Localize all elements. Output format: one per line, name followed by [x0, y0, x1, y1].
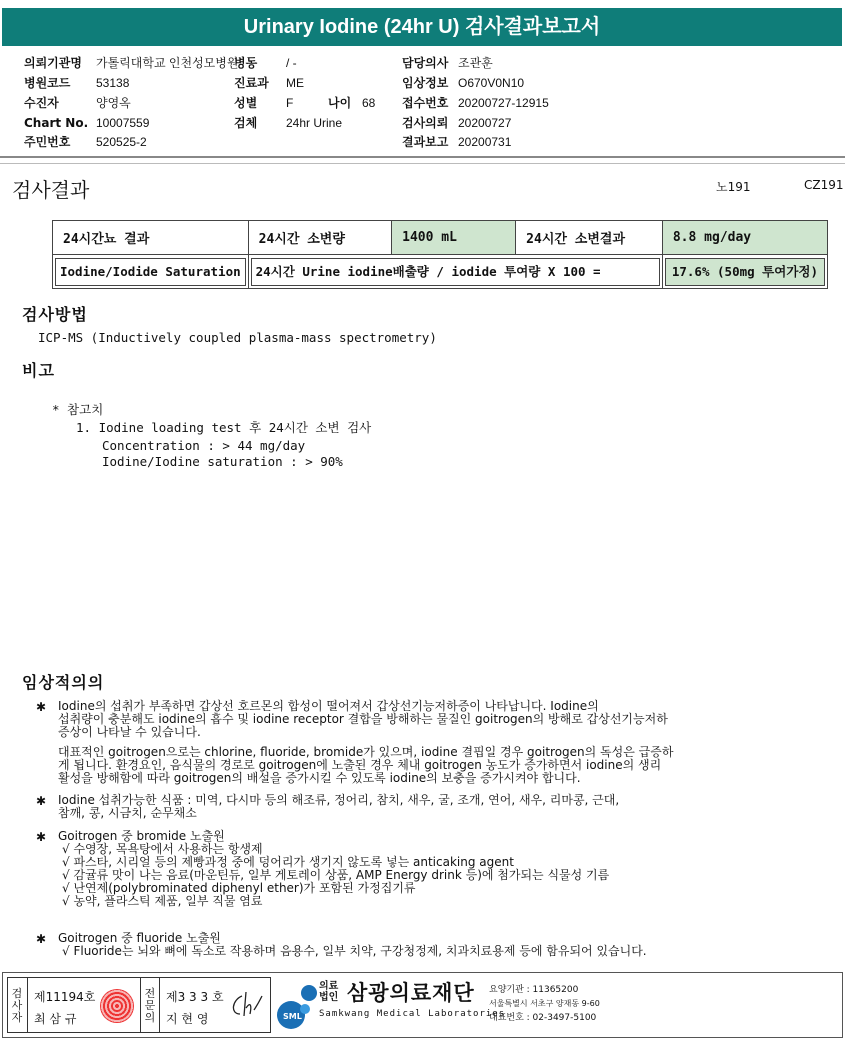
- text-line: √ 감귤류 맛이 나는 음료(마운틴듀, 일부 게토레이 상품, AMP Energy drink 등)에 첨가되는 식물성 기름: [62, 868, 610, 882]
- method-text: ICP-MS (Inductively coupled plasma-mass spectrometry): [38, 330, 437, 345]
- code-2: CZ191: [804, 178, 844, 192]
- formula: 24시간 Urine iodine배출량 / iodide 투여량 X 100 =: [251, 258, 660, 286]
- report-title: Urinary Iodine (24hr U) 검사결과보고서: [2, 8, 842, 46]
- sex: F: [286, 96, 294, 110]
- text-line: Iodine의 섭취가 부족하면 갑상선 호르몬의 합성이 떨어져서 갑상선기능저하증이 나타납니다. Iodine의: [58, 699, 599, 713]
- text-line: 대표번호 : 02-3497-5100: [489, 1013, 597, 1023]
- remarks-title: 비고: [22, 361, 55, 380]
- label-column: [8, 978, 28, 1032]
- paragraph: [58, 746, 673, 785]
- label: 접수번호: [402, 96, 449, 110]
- org-prefix: [319, 981, 338, 1003]
- label-column: [140, 978, 160, 1032]
- bullet-icon: ✱: [36, 830, 47, 844]
- request-date: 20200727: [458, 116, 512, 130]
- text-line: 섭취량이 충분해도 iodine의 흡수 및 iodine receptor 결합을 방해하는 물질인 goitrogen의 방해로 갑상선기능저하: [58, 712, 668, 726]
- text-line: Goitrogen 중 fluoride 노출원: [58, 931, 221, 945]
- specimen: 24hr Urine: [286, 116, 343, 130]
- logo-icon: [273, 979, 319, 1031]
- text-line: 요양기관 : 11365200: [489, 985, 579, 995]
- org-name: 삼광의료재단: [347, 981, 475, 1005]
- text-line: √ Fluoride는 뇌와 뼈에 독소로 작용하며 음용수, 일부 치약, 구강청정제, 치과치료용제 등에 함유되어 있습니다.: [62, 944, 647, 958]
- label: 담당의사: [402, 56, 449, 70]
- chart-no: 10007559: [96, 116, 150, 130]
- footer: [2, 972, 843, 1038]
- results-title: 검사결과: [12, 178, 90, 202]
- org-info: [489, 983, 600, 1025]
- table-row: [53, 255, 828, 289]
- ward: / -: [286, 56, 297, 70]
- paragraph: [58, 830, 609, 908]
- report-date: 20200731: [458, 135, 512, 149]
- table-cell: 24시간 소변결과: [516, 221, 663, 255]
- text-line: Iodine 섭취가능한 식품 : 미역, 다시마 등의 해조류, 정어리, 참치, 새우, 굴, 조개, 연어, 새우, 리마콩, 근대,: [58, 793, 620, 807]
- table-cell: [248, 255, 662, 289]
- doctor: 조관훈: [458, 56, 493, 70]
- logo-text: SML: [283, 1012, 302, 1021]
- bullet-icon: ✱: [36, 794, 47, 808]
- label: 임상정보: [402, 76, 449, 90]
- text-line: 법인: [319, 992, 339, 1003]
- saturation-value: 17.6% (50mg 투여가정): [665, 258, 825, 286]
- signer-name: 지 현 영: [166, 1012, 209, 1026]
- label: 의뢰기관명: [24, 56, 82, 70]
- table-row: [53, 221, 828, 255]
- patient: 양영옥: [96, 96, 131, 110]
- label: Chart No.: [24, 116, 89, 130]
- reference-item: 1. Iodine loading test 후 24시간 소변 검사: [76, 420, 372, 435]
- label-char: 사: [11, 999, 23, 1012]
- signature: [228, 990, 266, 1020]
- text-line: 게 됩니다. 환경요인, 음식물의 경로로 goitrogen에 노출된 경우 체내 goitrogen 농도가 증가하면서 iodine의 생리: [58, 758, 662, 772]
- bullet-icon: ✱: [36, 700, 47, 714]
- label-char: 문: [144, 999, 156, 1012]
- dept: ME: [286, 76, 304, 90]
- resident-no: 520525-2: [96, 135, 147, 149]
- signer-name: 최 삼 규: [34, 1012, 77, 1026]
- method-title: 검사방법: [22, 305, 88, 324]
- label: 결과보고: [402, 135, 449, 149]
- signature-box: [7, 977, 271, 1033]
- text-line: 대표적인 goitrogen으로는 chlorine, fluoride, bromide가 있으며, iodine 결핍일 경우 goitrogen의 독성은 급증하: [58, 745, 674, 759]
- text-line: Goitrogen 중 bromide 노출원: [58, 829, 225, 843]
- text-line: √ 파스타, 시리얼 등의 제빵과정 중에 덩어리가 생기지 않도록 넣는 anticaking agent: [62, 855, 514, 869]
- urine-volume-value: 1400 mL: [392, 221, 516, 255]
- age: 68: [362, 96, 376, 110]
- table-cell: [662, 255, 827, 289]
- label: 검사의뢰: [402, 116, 449, 130]
- text-line: √ 난연제(polybrominated diphenyl ether)가 포함된 가정집기류: [62, 881, 416, 895]
- reference-concentration: Concentration : > 44 mg/day: [102, 438, 306, 453]
- label-char: 의: [144, 1011, 156, 1024]
- label-char: 전: [144, 987, 156, 1000]
- hospital-code: 53138: [96, 76, 130, 90]
- table-cell: 24시간뇨 결과: [53, 221, 249, 255]
- text-line: √ 수영장, 목욕탕에서 사용하는 항생제: [62, 842, 263, 856]
- seal-stamp: [100, 989, 134, 1023]
- label: 성별: [234, 96, 258, 110]
- divider: [0, 163, 845, 164]
- text-line: 증상이 나타날 수 있습니다.: [58, 725, 201, 739]
- paragraph: [58, 932, 647, 958]
- label: 주민번호: [24, 135, 71, 149]
- text-line: 의료: [319, 981, 339, 992]
- license-no: 제3 3 3 호: [166, 990, 224, 1004]
- code-1: 노191: [716, 180, 751, 194]
- label: 검체: [234, 116, 258, 130]
- label: 수진자: [24, 96, 59, 110]
- label: 나이: [328, 96, 352, 110]
- label: 진료과: [234, 76, 269, 90]
- paragraph: [58, 700, 668, 739]
- table-cell: [53, 255, 249, 289]
- divider: [0, 156, 845, 158]
- institution: 가톨릭대학교 인천성모병원: [96, 56, 239, 70]
- receipt-no: 20200727-12915: [458, 96, 549, 110]
- table-cell: 24시간 소변량: [248, 221, 392, 255]
- text-line: 서울특별시 서초구 양재동 9-60: [489, 999, 600, 1008]
- text-line: 활성을 방해함에 따라 goitrogen의 배설을 증가시킬 수 있도록 iodine의 보충을 증가시켜야 합니다.: [58, 771, 581, 785]
- result-table: [52, 220, 828, 289]
- clinical-title: 임상적의의: [22, 673, 105, 692]
- text-line: √ 농약, 플라스틱 제품, 일부 직물 염료: [62, 894, 263, 908]
- saturation-label: Iodine/Iodide Saturation: [55, 258, 246, 286]
- label-char: 자: [11, 1011, 23, 1024]
- label: 병원코드: [24, 76, 71, 90]
- label: 병동: [234, 56, 258, 70]
- label-char: 검: [11, 987, 23, 1000]
- paragraph: [58, 794, 619, 820]
- text-line: 참깨, 콩, 시금치, 순무채소: [58, 806, 197, 820]
- org-english: Samkwang Medical Laboratories: [319, 1009, 506, 1019]
- clinical-info: O670V0N10: [458, 76, 525, 90]
- reference-saturation: Iodine/Iodine saturation : > 90%: [102, 454, 343, 469]
- license-no: 제11194호: [34, 990, 96, 1004]
- urine-result-value: 8.8 mg/day: [662, 221, 827, 255]
- reference-title: * 참고치: [52, 402, 104, 417]
- bullet-icon: ✱: [36, 932, 47, 946]
